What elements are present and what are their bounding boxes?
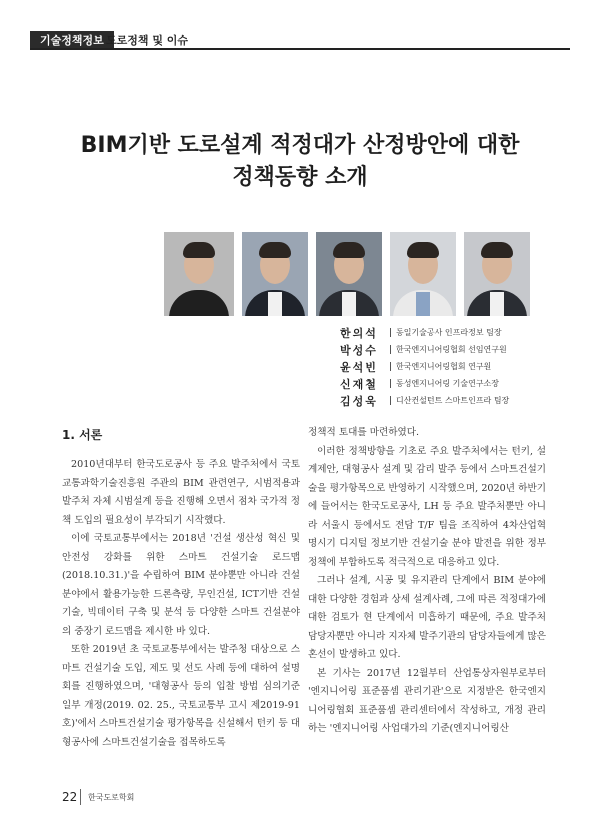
author-photo-4 [390, 232, 456, 316]
body-paragraph: 2010년대부터 한국도로공사 등 주요 발주처에서 국토교통과학기술진흥원 주관의 BIM 관련연구, 시범적용과 발주처 자체 시범설계 등을 진행해 오면서 점차 국가적 정책 도입의 필요성이 부각되기 시작했다. [62, 459, 300, 526]
divider [390, 362, 391, 371]
author-photo-5 [464, 232, 530, 316]
author-name: 한의석 [340, 326, 378, 340]
author-affiliation: 한국엔지니어링협회 연구원 [396, 362, 492, 371]
author-name: 윤석빈 [340, 360, 378, 374]
author-photos [164, 232, 530, 316]
author-row [340, 341, 509, 358]
divider [390, 396, 391, 405]
body-paragraph: 이에 국토교통부에서는 2018년 '건설 생산성 혁신 및 안전성 강화를 위한 스마트 건설기술 로드맵(2018.10.31.)'을 수립하여 BIM 분야뿐만 아니라 건설분야에서 활용가능한 드론측량, 무인건설, ICT기반 건설기술, 빅데이터 구축 및 분석 등 다양한 스마트 건설분야의 중장기 로드맵을 제시한 바 있다. [62, 533, 300, 637]
body-paragraph: 정책적 토대를 마련하였다. [308, 427, 420, 438]
author-row [340, 358, 509, 375]
author-list [340, 324, 509, 409]
title-line-2: 정책동향 소개 [232, 165, 368, 190]
divider [390, 345, 391, 354]
author-affiliation: 동성엔지니어링 기술연구소장 [396, 379, 500, 388]
author-row [340, 392, 509, 409]
body-column-left [62, 420, 300, 752]
body-paragraph: 그러나 설계, 시공 및 유지관리 단계에서 BIM 분야에 대한 다양한 경험과 상세 설계사례, 그에 따른 적정대가에 대한 검토가 현 단계에서 미흡하기 때문에, 주요 발주처 담당자뿐만 아니라 지자체 발주기관의 담당자들에게 많은 혼선이 발생하고 있다. [308, 575, 546, 660]
author-affiliation: 동일기술공사 인프라정보 팀장 [396, 328, 502, 337]
divider [390, 379, 391, 388]
title-line-1: BIM기반 도로설계 적정대가 산정방안에 대한 [80, 133, 520, 158]
header-rule [30, 48, 570, 50]
author-affiliation: 한국엔지니어링협회 선임연구원 [396, 345, 507, 354]
author-row [340, 324, 509, 341]
body-paragraph: 본 기사는 2017년 12월부터 산업통상자원부로부터 '엔지니어링 표준품셈 관리기관'으로 지정받은 한국엔지니어링협회 표준품셈 관리센터에서 작성하고, 개정 관리하는 '엔지니어링 사업대가의 기준(엔지니어링산 [308, 667, 546, 734]
category-tag: 기술정책정보 [30, 31, 114, 50]
author-photo-1 [164, 232, 234, 316]
author-row [340, 375, 509, 392]
author-photo-3 [316, 232, 382, 316]
author-photo-2 [242, 232, 308, 316]
divider [390, 328, 391, 337]
author-name: 김성욱 [340, 394, 378, 408]
footer-divider [80, 789, 81, 805]
subcategory-tag: 도로정책 및 이슈 [106, 34, 189, 47]
body-paragraph: 또한 2019년 초 국토교통부에서는 발주청 대상으로 스마트 건설기술 도입, 제도 및 선도 사례 등에 대하여 설명회를 진행하였으며, '대형공사 등의 입찰 방법 심의기준 일부 개정(2019. 02. 25., 국토교통부 고시 제2019-91호)'에서 스마트건설기술 평가항목을 신설해서 턴키 등 대형공사에 스마트건설기술을 접목하도록 [62, 644, 300, 748]
author-affiliation: 디산컨설턴트 스마트인프라 팀장 [396, 396, 510, 405]
body-paragraph: 이러한 정책방향을 기초로 주요 발주처에서는 턴키, 설계제안, 대형공사 설계 및 감리 발주 등에서 스마트건설기술을 평가항목으로 반영하기 시작했으며, 2020년 하반기에 들어서는 한국도로공사, LH 등 주요 발주처뿐만 아니라 서울시 등에서도 전담 T/F 팀을 조직하여 4차산업혁명시기 디지털 정보기반 건설기술 분야 발전을 위한 정부정책에 부합하도록 적극적으로 대응하고 있다. [308, 445, 546, 568]
page-number: 22 [62, 790, 78, 804]
body-column-right [308, 424, 546, 739]
author-name: 박성수 [340, 343, 378, 357]
article-title [60, 130, 540, 194]
author-name: 신재철 [340, 377, 378, 391]
section-heading: 1. 서론 [62, 428, 103, 442]
publication-name: 한국도로학회 [88, 793, 135, 802]
